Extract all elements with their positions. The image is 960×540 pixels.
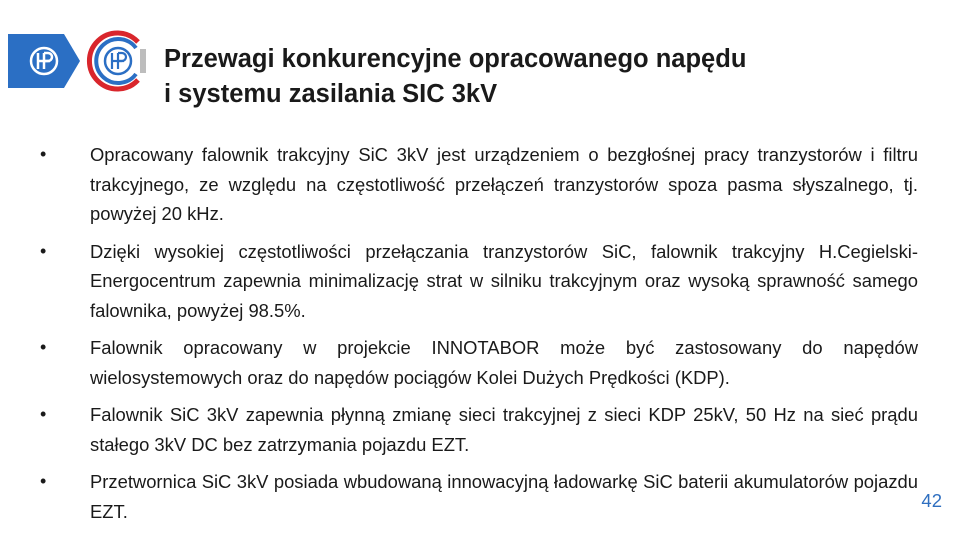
bullet-marker: • (40, 337, 47, 357)
bullet-marker: • (40, 471, 47, 491)
bullet-text: Opracowany falownik trakcyjny SiC 3kV jest urządzeniem o bezgłośnej pracy tranzystorów i filtru trakcyjnego, ze względu na częstotliwość przełączeń tranzystorów spoza pasma słyszalnego, tj. powyżej 20 kHz. (90, 144, 918, 224)
list-item (40, 333, 918, 392)
bullet-text: Dzięki wysokiej częstotliwości przełączania tranzystorów SiC, falownik trakcyjny H.Cegielski-Energocentrum zapewnia minimalizację strat w silniku trakcyjnym oraz wysoką sprawność samego falownika, powyżej 98.5%. (90, 240, 918, 321)
page-number: 42 (921, 490, 942, 511)
list-item (40, 467, 918, 526)
bullet-marker: • (40, 240, 47, 261)
bullet-text: Falownik SiC 3kV zapewnia płynną zmianę sieci trakcyjnej z sieci KDP 25kV, 50 Hz na sieć prądu stałego 3kV DC bez zatrzymania pojazdu EZT. (90, 404, 918, 455)
hcp-ring-logo-icon (86, 28, 150, 94)
bullet-text: Przetwornica SiC 3kV posiada wbudowaną innowacyjną ładowarkę SiC baterii akumulatorów pojazdu EZT. (90, 471, 918, 522)
list-item (40, 400, 918, 459)
bullet-list (40, 140, 918, 534)
bullet-marker: • (40, 404, 47, 424)
list-item (40, 140, 918, 229)
bullet-marker: • (40, 144, 47, 164)
title-line-2: i systemu zasilania SIC 3kV (164, 80, 498, 108)
bullet-text: Falownik opracowany w projekcie INNOTABOR może być zastosowany do napędów wielosystemowych oraz do napędów pociągów Kolei Dużych Prędkości (KDP). (90, 337, 918, 388)
company-emblem-icon (8, 34, 80, 88)
list-item (40, 237, 918, 326)
title-line-1: Przewagi konkurencyjne opracowanego napędu (164, 45, 747, 73)
page-title (164, 42, 924, 112)
